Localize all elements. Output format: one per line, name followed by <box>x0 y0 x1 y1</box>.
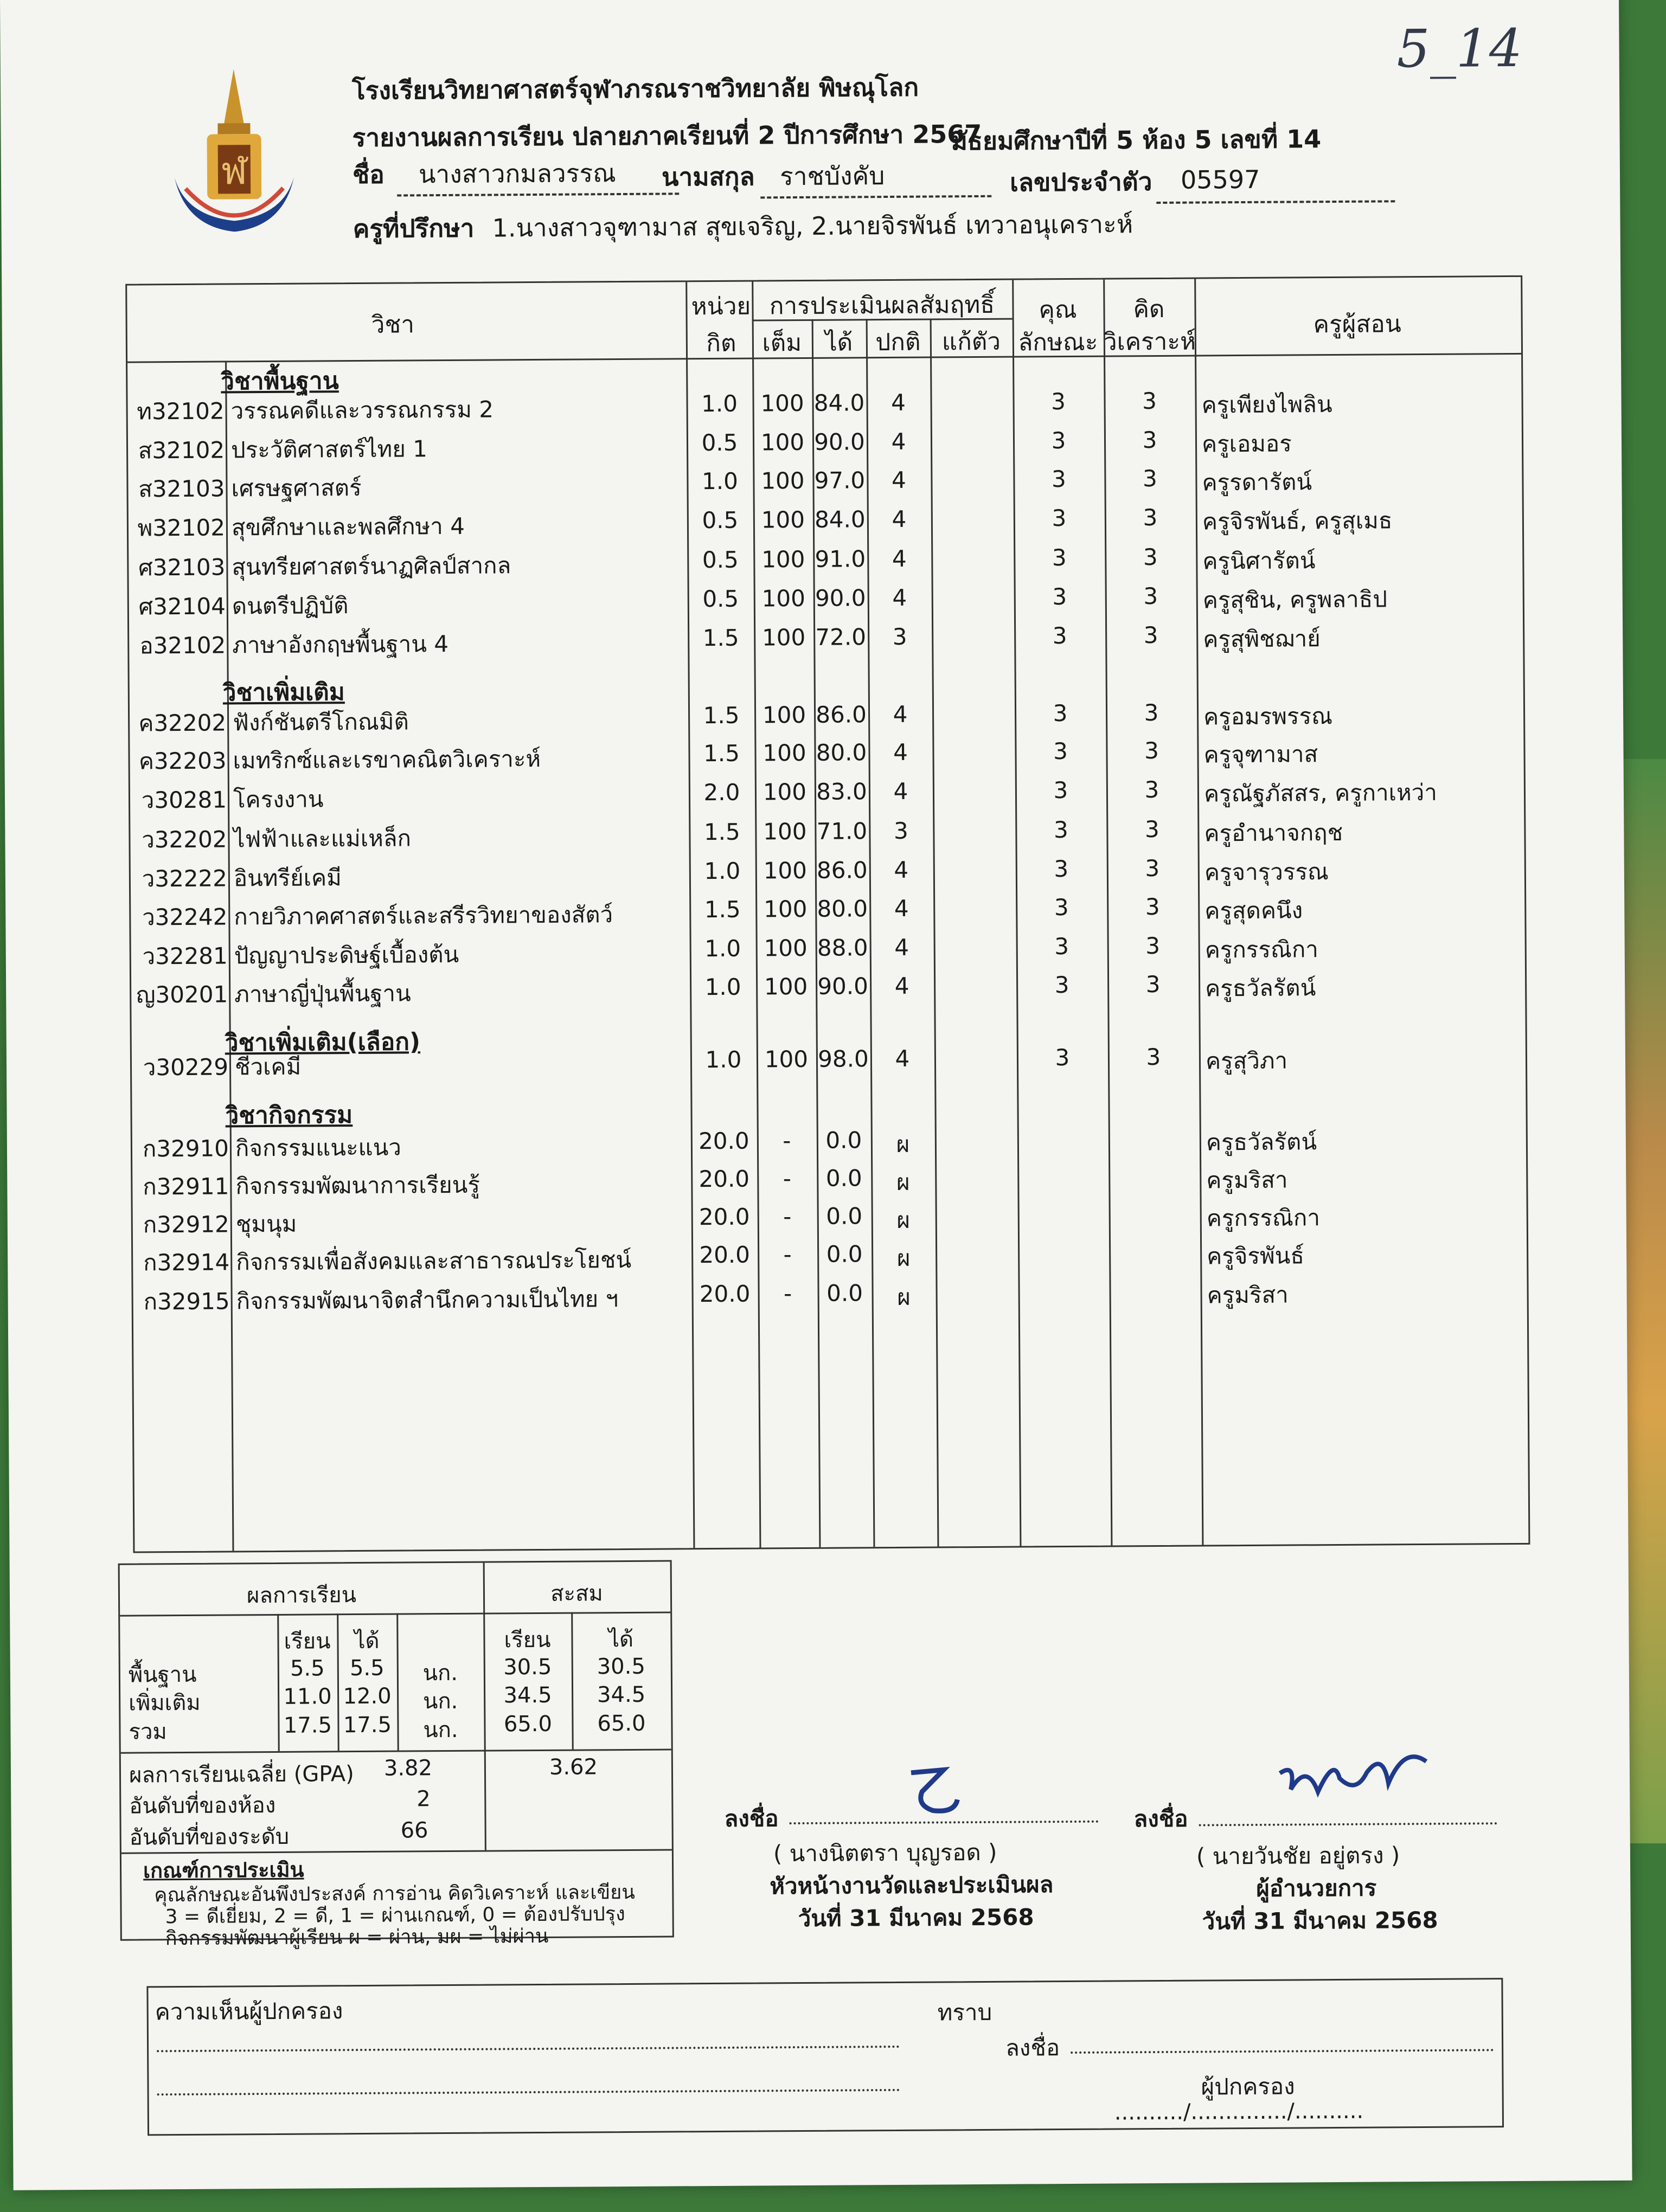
summary-study-head: เรียน <box>284 1629 331 1654</box>
row-full: 100 <box>760 428 805 456</box>
row-code: ว32281 <box>142 942 228 970</box>
summary-cum_study: 65.0 <box>503 1711 553 1737</box>
row-grade: ผ <box>897 1283 911 1310</box>
row-full: - <box>783 1203 792 1230</box>
row-grade: 4 <box>894 895 909 922</box>
row-think: 3 <box>1145 893 1160 921</box>
row-credit: 0.5 <box>702 506 739 534</box>
left-sign-date: วันที่ 31 มีนาคม 2568 <box>798 1904 1034 1932</box>
row-grade: 4 <box>891 466 906 493</box>
row-char: 3 <box>1053 776 1068 804</box>
class-rank-value: 2 <box>416 1786 431 1812</box>
right-signer-title: ผู้อำนวยการ <box>1256 1874 1377 1902</box>
left-signature-scribble <box>900 1761 966 1822</box>
row-teacher: ครูเพียงไพลิน <box>1201 391 1332 419</box>
summary-earned: 12.0 <box>343 1683 392 1709</box>
row-think: 3 <box>1143 582 1158 610</box>
summary-cum_earned: 65.0 <box>597 1711 646 1737</box>
row-got: 86.0 <box>816 857 868 884</box>
row-got: 91.0 <box>815 545 866 573</box>
row-full: 100 <box>764 973 808 1000</box>
row-think: 3 <box>1145 932 1161 960</box>
row-name: ประวัติศาสตร์ไทย 1 <box>230 435 428 464</box>
row-think: 3 <box>1144 776 1159 803</box>
row-got: 71.0 <box>816 818 868 845</box>
summary-result-head: ผลการเรียน <box>246 1583 357 1609</box>
summary-earned: 5.5 <box>349 1655 385 1681</box>
row-got: 84.0 <box>813 389 865 416</box>
row-got: 98.0 <box>818 1045 869 1072</box>
row-got: 88.0 <box>817 934 868 961</box>
header-got-score: ได้ <box>825 329 853 357</box>
row-full: 100 <box>762 778 807 806</box>
row-name: กิจกรรมพัฒนาจิตสำนึกความเป็นไทย ฯ <box>236 1285 619 1315</box>
report-title: รายงานผลการเรียน ปลายภาคเรียนที่ 2 ปีการศึกษา 2567 <box>352 119 982 153</box>
gpa-label: ผลการเรียนเฉลี่ย (GPA) <box>129 1761 354 1788</box>
row-credit: 20.0 <box>699 1241 751 1269</box>
row-credit: 0.5 <box>702 546 739 574</box>
row-char: 3 <box>1051 388 1066 415</box>
row-got: 90.0 <box>817 973 869 1000</box>
row-teacher: ครูนิศารัตน์ <box>1202 547 1316 575</box>
row-think: 3 <box>1144 699 1159 726</box>
row-fix <box>933 817 1015 818</box>
row-got: 83.0 <box>816 778 867 805</box>
row-code: ส32103 <box>138 475 225 503</box>
row-name: ชุมนุม <box>235 1210 297 1238</box>
row-teacher: ครูจิรพันธ์, ครูสุเมธ <box>1202 507 1393 535</box>
criteria-line-2: 3 = ดีเยี่ยม, 2 = ดี, 1 = ผ่านเกณฑ์, 0 = ต้องปรับปรุง <box>165 1903 625 1928</box>
row-grade: 4 <box>893 738 908 766</box>
right-sign-date: วันที่ 31 มีนาคม 2568 <box>1202 1906 1438 1935</box>
row-full: 100 <box>764 934 808 962</box>
row-think: 3 <box>1142 465 1157 492</box>
row-fix <box>931 505 1014 506</box>
col-divider-got <box>866 319 875 1547</box>
section-activity: วิชากิจกรรม <box>225 1101 353 1130</box>
row-code: ว32222 <box>142 865 228 892</box>
level-rank-label: อันดับที่ของระดับ <box>129 1824 290 1850</box>
summary-cumulative-head: สะสม <box>550 1581 603 1606</box>
parent-title: ผู้ปกครอง <box>1201 2073 1295 2100</box>
student-id-label: เลขประจำตัว <box>1009 167 1152 197</box>
row-grade: ผ <box>896 1168 910 1195</box>
row-grade: 4 <box>892 545 907 572</box>
row-char: 3 <box>1052 505 1067 532</box>
row-teacher: ครูอำนาจกฤช <box>1204 819 1343 847</box>
advisor-names: 1.นางสาวจุฑามาส สุขเจริญ, 2.นายจิรพันธ์ เทวาอนุเคราะห์ <box>492 209 1133 243</box>
summary-label: พื้นฐาน <box>128 1662 197 1688</box>
gpa-value: 3.82 <box>383 1756 433 1781</box>
row-char: 3 <box>1051 466 1066 493</box>
row-got: 80.0 <box>816 739 867 766</box>
row-char: 3 <box>1054 933 1069 960</box>
row-think: 3 <box>1143 504 1158 531</box>
row-code: ก32915 <box>143 1288 230 1315</box>
row-got: 72.0 <box>815 623 867 651</box>
left-signer-name: ( นางนิตตรา บุญรอด ) <box>773 1838 997 1867</box>
row-full: 100 <box>761 467 805 494</box>
row-teacher: ครูเอมอร <box>1201 430 1292 458</box>
handwritten-corner-note: 5_14 <box>1396 17 1523 80</box>
row-code: พ32102 <box>137 514 226 542</box>
row-code: ท32102 <box>137 397 225 425</box>
left-signer-title: หัวหน้างานวัดและประเมินผล <box>770 1871 1054 1900</box>
row-grade: 3 <box>893 817 908 844</box>
student-first-name: นางสาวกมลวรรณ <box>397 153 679 196</box>
row-got: 84.0 <box>814 506 866 533</box>
row-full: 100 <box>762 701 806 729</box>
row-credit: 1.0 <box>704 935 741 962</box>
header-credit-1: หน่วย <box>691 292 751 321</box>
row-char: 3 <box>1054 971 1069 999</box>
parent-sign-line <box>1071 2049 1494 2054</box>
row-got: 0.0 <box>826 1240 863 1268</box>
row-fix <box>933 856 1016 857</box>
row-fix <box>935 1164 1017 1165</box>
row-think: 3 <box>1146 1043 1161 1071</box>
header-character-2: ลักษณะ <box>1018 328 1098 357</box>
row-credit: 1.0 <box>705 1046 742 1073</box>
row-teacher: ครูธวัลรัตน์ <box>1205 974 1316 1002</box>
row-code: ว32242 <box>142 903 228 931</box>
row-got: 90.0 <box>815 584 866 612</box>
row-grade: 4 <box>893 700 908 728</box>
school-name: โรงเรียนวิทยาศาสตร์จุฬาภรณราชวิทยาลัย พิษณุโลก <box>351 72 919 106</box>
row-full: - <box>783 1280 792 1307</box>
summary-box <box>118 1560 674 1950</box>
gpa-cumulative: 3.62 <box>549 1754 598 1780</box>
row-name: โครงงาน <box>233 786 324 813</box>
row-name: ภาษาอังกฤษพื้นฐาน 4 <box>232 630 449 659</box>
row-fix <box>935 1126 1017 1127</box>
row-credit: 0.5 <box>702 585 739 613</box>
row-char: 3 <box>1052 544 1067 571</box>
row-full: - <box>783 1165 792 1192</box>
row-teacher: ครูสุชิน, ครูพลาธิป <box>1202 586 1388 614</box>
row-name: ชีวเคมี <box>234 1053 302 1081</box>
row-think: 3 <box>1144 815 1159 843</box>
row-code: ว30281 <box>141 786 227 814</box>
surname-label: นามสกุล <box>661 162 755 192</box>
row-code: ศ32103 <box>138 554 226 581</box>
row-full: 100 <box>762 739 806 767</box>
right-sign-line <box>1199 1822 1497 1826</box>
row-char: 3 <box>1055 1044 1070 1071</box>
left-sign-label: ลงชื่อ <box>724 1805 779 1832</box>
header-character-1: คุณ <box>1039 295 1077 324</box>
section-additional: วิชาเพิ่มเติม <box>222 678 345 707</box>
row-got: 0.0 <box>825 1127 862 1154</box>
row-name: สุขศึกษาและพลศึกษา 4 <box>231 512 465 541</box>
row-teacher: ครูรดารัตน์ <box>1202 468 1312 496</box>
row-teacher: ครูมริสา <box>1207 1281 1289 1309</box>
row-code: ว32202 <box>142 826 227 853</box>
row-credit: 20.0 <box>698 1127 749 1155</box>
summary-label: รวม <box>129 1719 167 1745</box>
grades-table <box>125 275 1530 1553</box>
row-credit: 20.0 <box>699 1280 751 1308</box>
parent-date: ........../............../.......... <box>1114 2098 1364 2125</box>
row-teacher: ครูจิรพันธ์ <box>1207 1242 1305 1270</box>
parent-ack-label: ทราบ <box>937 1998 992 2026</box>
criteria-head: เกณฑ์การประเมิน <box>143 1857 304 1883</box>
school-emblem-icon <box>163 63 305 249</box>
header-full-score: เต็ม <box>762 329 802 357</box>
parent-sign-label: ลงชื่อ <box>1005 2034 1060 2061</box>
header-assessment: การประเมินผลสัมฤทธิ์ <box>769 291 995 320</box>
row-grade: 4 <box>891 428 906 455</box>
row-full: 100 <box>761 584 805 612</box>
row-full: 100 <box>760 389 804 417</box>
summary-cum_earned: 30.5 <box>597 1654 645 1680</box>
row-code: อ32102 <box>139 632 226 659</box>
row-grade: 4 <box>891 389 906 416</box>
student-id-line <box>1156 200 1395 204</box>
row-think: 3 <box>1145 970 1161 998</box>
summary-label: เพิ่มเติม <box>129 1690 201 1716</box>
row-code: ศ32104 <box>138 593 226 620</box>
row-think: 3 <box>1142 426 1157 454</box>
row-char: 3 <box>1053 700 1068 727</box>
name-label: ชื่อ <box>352 159 385 190</box>
row-credit: 1.0 <box>704 857 741 885</box>
summary-cum_study: 34.5 <box>503 1682 552 1708</box>
summary-earned: 17.5 <box>343 1712 392 1738</box>
student-id: 05597 <box>1180 164 1260 195</box>
row-grade: 4 <box>895 1045 910 1072</box>
section-elective: วิชาเพิ่มเติม(เลือก) <box>225 1028 421 1057</box>
row-grade: 4 <box>894 934 909 961</box>
row-name: เศรษฐศาสตร์ <box>231 474 362 502</box>
row-code: ว30229 <box>143 1053 229 1081</box>
row-full: 100 <box>763 857 808 884</box>
row-teacher: ครูสุพิชฌาย์ <box>1203 625 1321 653</box>
row-think: 3 <box>1142 387 1157 415</box>
row-grade: 4 <box>894 972 909 999</box>
summary-line-2 <box>121 1748 671 1753</box>
row-credit: 0.5 <box>701 429 738 456</box>
row-credit: 20.0 <box>699 1165 750 1193</box>
row-name: ดนตรีปฏิบัติ <box>232 592 349 620</box>
row-name: อินทรีย์เคมี <box>233 864 342 892</box>
summary-earned-head: ได้ <box>354 1628 380 1654</box>
row-name: วรรณคดีและวรรณกรรม 2 <box>230 396 494 425</box>
row-full: 100 <box>763 818 807 845</box>
row-grade: ผ <box>896 1244 911 1271</box>
row-code: ญ30201 <box>136 981 228 1008</box>
row-got: 90.0 <box>814 428 865 455</box>
row-char: 3 <box>1053 737 1068 765</box>
row-teacher: ครูมริสา <box>1206 1166 1288 1194</box>
summary-unit: นก. <box>423 1717 458 1743</box>
row-fix <box>935 1202 1018 1203</box>
row-code: ก32914 <box>143 1249 230 1276</box>
right-signer-name: ( นายวันชัย อยู่ตรง ) <box>1196 1842 1400 1870</box>
row-grade: 4 <box>892 505 907 532</box>
header-thinking-1: คิด <box>1133 295 1165 324</box>
row-got: 0.0 <box>825 1165 862 1192</box>
row-char: 3 <box>1054 893 1069 921</box>
row-grade: 3 <box>892 623 907 650</box>
section-basic: วิชาพื้นฐาน <box>221 367 339 396</box>
row-code: ก32911 <box>143 1173 229 1200</box>
row-credit: 20.0 <box>699 1203 750 1231</box>
row-code: ค32203 <box>138 747 227 775</box>
row-fix <box>933 777 1015 778</box>
row-char: 3 <box>1053 816 1068 844</box>
advisor-label: ครูที่ปรึกษา <box>353 213 475 244</box>
summary-unit: นก. <box>422 1660 458 1686</box>
header-credit-2: กิต <box>706 329 736 358</box>
row-think: 3 <box>1143 543 1158 571</box>
row-char <box>1017 1163 1108 1164</box>
row-teacher: ครูจุฑามาส <box>1203 741 1318 768</box>
row-credit: 1.5 <box>703 818 740 846</box>
row-full: 100 <box>761 545 805 573</box>
row-teacher: ครูกรรณิกา <box>1204 936 1319 963</box>
right-signature-scribble <box>1274 1740 1432 1817</box>
parent-opinion-box <box>146 1978 1504 2136</box>
row-code: ก32910 <box>142 1135 229 1162</box>
col-divider-full <box>812 319 821 1547</box>
row-fix <box>932 700 1015 701</box>
right-sign-label: ลงชื่อ <box>1133 1805 1188 1832</box>
row-name: กิจกรรมเพื่อสังคมและสาธารณประโยชน์ <box>236 1246 632 1276</box>
row-grade: 4 <box>892 584 907 611</box>
row-teacher: ครูสุดคนึง <box>1204 897 1303 924</box>
row-fix <box>934 972 1016 973</box>
level-rank-value: 66 <box>400 1818 428 1843</box>
row-fix <box>931 466 1013 467</box>
row-char <box>1018 1201 1109 1202</box>
row-char <box>1018 1239 1109 1240</box>
row-name: ไฟฟ้าและแม่เหล็ก <box>233 825 412 853</box>
row-credit: 1.5 <box>702 624 739 652</box>
row-got: 80.0 <box>817 895 868 922</box>
row-char <box>1018 1278 1109 1279</box>
parent-opinion-line-2 <box>157 2089 900 2095</box>
row-name: เมทริกซ์และเรขาคณิตวิเคราะห์ <box>233 745 541 774</box>
row-name: กายวิภาคศาสตร์และสรีรวิทยาของสัตว์ <box>234 901 613 930</box>
row-code: ส32102 <box>138 436 225 464</box>
row-grade: 4 <box>893 777 908 805</box>
row-name: กิจกรรมพัฒนาการเรียนรู้ <box>235 1171 480 1200</box>
row-credit: 1.5 <box>704 896 741 923</box>
header-thinking-2: วิเคราะห์ <box>1103 327 1196 356</box>
row-code: ก32912 <box>143 1211 229 1238</box>
row-got: 86.0 <box>816 701 867 728</box>
row-got: 97.0 <box>814 467 866 494</box>
row-credit: 1.0 <box>701 467 738 495</box>
summary-cum-earned-head: ได้ <box>608 1626 634 1652</box>
col-divider-normal <box>930 319 939 1547</box>
row-name: ปัญญาประดิษฐ์เบื้องต้น <box>234 941 459 969</box>
class-info: มัธยมศึกษาปีที่ 5 ห้อง 5 เลขที่ 14 <box>951 124 1322 156</box>
row-credit: 1.5 <box>703 740 740 767</box>
row-char: 3 <box>1052 583 1067 610</box>
row-got: 0.0 <box>826 1279 863 1307</box>
row-think <box>1108 1125 1200 1126</box>
row-full: 100 <box>761 623 806 651</box>
row-char: 3 <box>1054 855 1069 883</box>
summary-cum-study-head: เรียน <box>504 1627 551 1653</box>
header-teacher: ครูผู้สอน <box>1313 310 1401 339</box>
row-teacher: ครูอมรพรรณ <box>1203 703 1333 730</box>
row-credit: 1.5 <box>703 702 740 729</box>
criteria-line-3: กิจกรรมพัฒนาผู้เรียน ผ = ผ่าน, มผ = ไม่ผ่าน <box>165 1925 549 1950</box>
row-name: กิจกรรมแนะแนว <box>235 1134 402 1162</box>
row-credit: 1.0 <box>701 390 738 417</box>
row-grade: ผ <box>896 1130 910 1158</box>
row-name: ฟังก์ชันตรีโกณมิติ <box>233 708 409 736</box>
header-normal-grade: ปกติ <box>875 328 921 357</box>
student-surname: ราชบังคับ <box>760 156 991 199</box>
row-credit: 2.0 <box>703 779 740 806</box>
row-name: สุนทรียศาสตร์นาฏศิลป์สากล <box>232 552 511 581</box>
header-subject: วิชา <box>371 311 415 339</box>
row-teacher: ครูสุวิภา <box>1205 1047 1288 1075</box>
row-fix <box>932 738 1015 739</box>
row-teacher: ครูกรรณิกา <box>1206 1204 1321 1232</box>
row-teacher: ครูธวัลรัตน์ <box>1206 1128 1317 1156</box>
summary-study: 5.5 <box>290 1656 325 1681</box>
class-rank-label: อันดับที่ของห้อง <box>129 1792 276 1819</box>
criteria-line-1: คุณลักษณะอันพึงประสงค์ การอ่าน คิดวิเคราะห์ และเขียน <box>154 1881 635 1907</box>
row-think: 3 <box>1144 737 1159 764</box>
summary-unit: นก. <box>422 1688 458 1714</box>
row-grade: 4 <box>894 856 909 883</box>
row-teacher: ครูณัฐภัสสร, ครูกาเหว่า <box>1203 779 1438 807</box>
row-credit: 1.0 <box>704 973 741 1001</box>
row-teacher: ครูจารุวรรณ <box>1204 858 1329 886</box>
row-char: 3 <box>1052 622 1067 650</box>
header-retake: แก้ตัว <box>941 327 1001 356</box>
summary-cum_earned: 34.5 <box>597 1682 646 1708</box>
summary-study: 11.0 <box>283 1684 332 1709</box>
row-full: 100 <box>764 1045 809 1073</box>
row-grade: ผ <box>896 1206 911 1233</box>
row-full: 100 <box>761 506 805 533</box>
row-full: - <box>783 1127 791 1154</box>
row-code: ค32202 <box>138 709 227 737</box>
row-full: - <box>783 1241 792 1268</box>
row-name: ภาษาญี่ปุ่นพื้นฐาน <box>234 980 411 1008</box>
parent-opinion-label: ความเห็นผู้ปกครอง <box>155 1997 343 2025</box>
row-full: 100 <box>764 895 808 923</box>
row-think: 3 <box>1145 854 1160 882</box>
parent-opinion-line-1 <box>157 2046 900 2052</box>
summary-cum_study: 30.5 <box>503 1654 552 1680</box>
row-char: 3 <box>1051 427 1066 454</box>
row-think: 3 <box>1143 621 1158 649</box>
svg-text:ฬ: ฬ <box>221 149 248 194</box>
summary-study: 17.5 <box>283 1713 332 1738</box>
row-got: 0.0 <box>826 1203 863 1230</box>
